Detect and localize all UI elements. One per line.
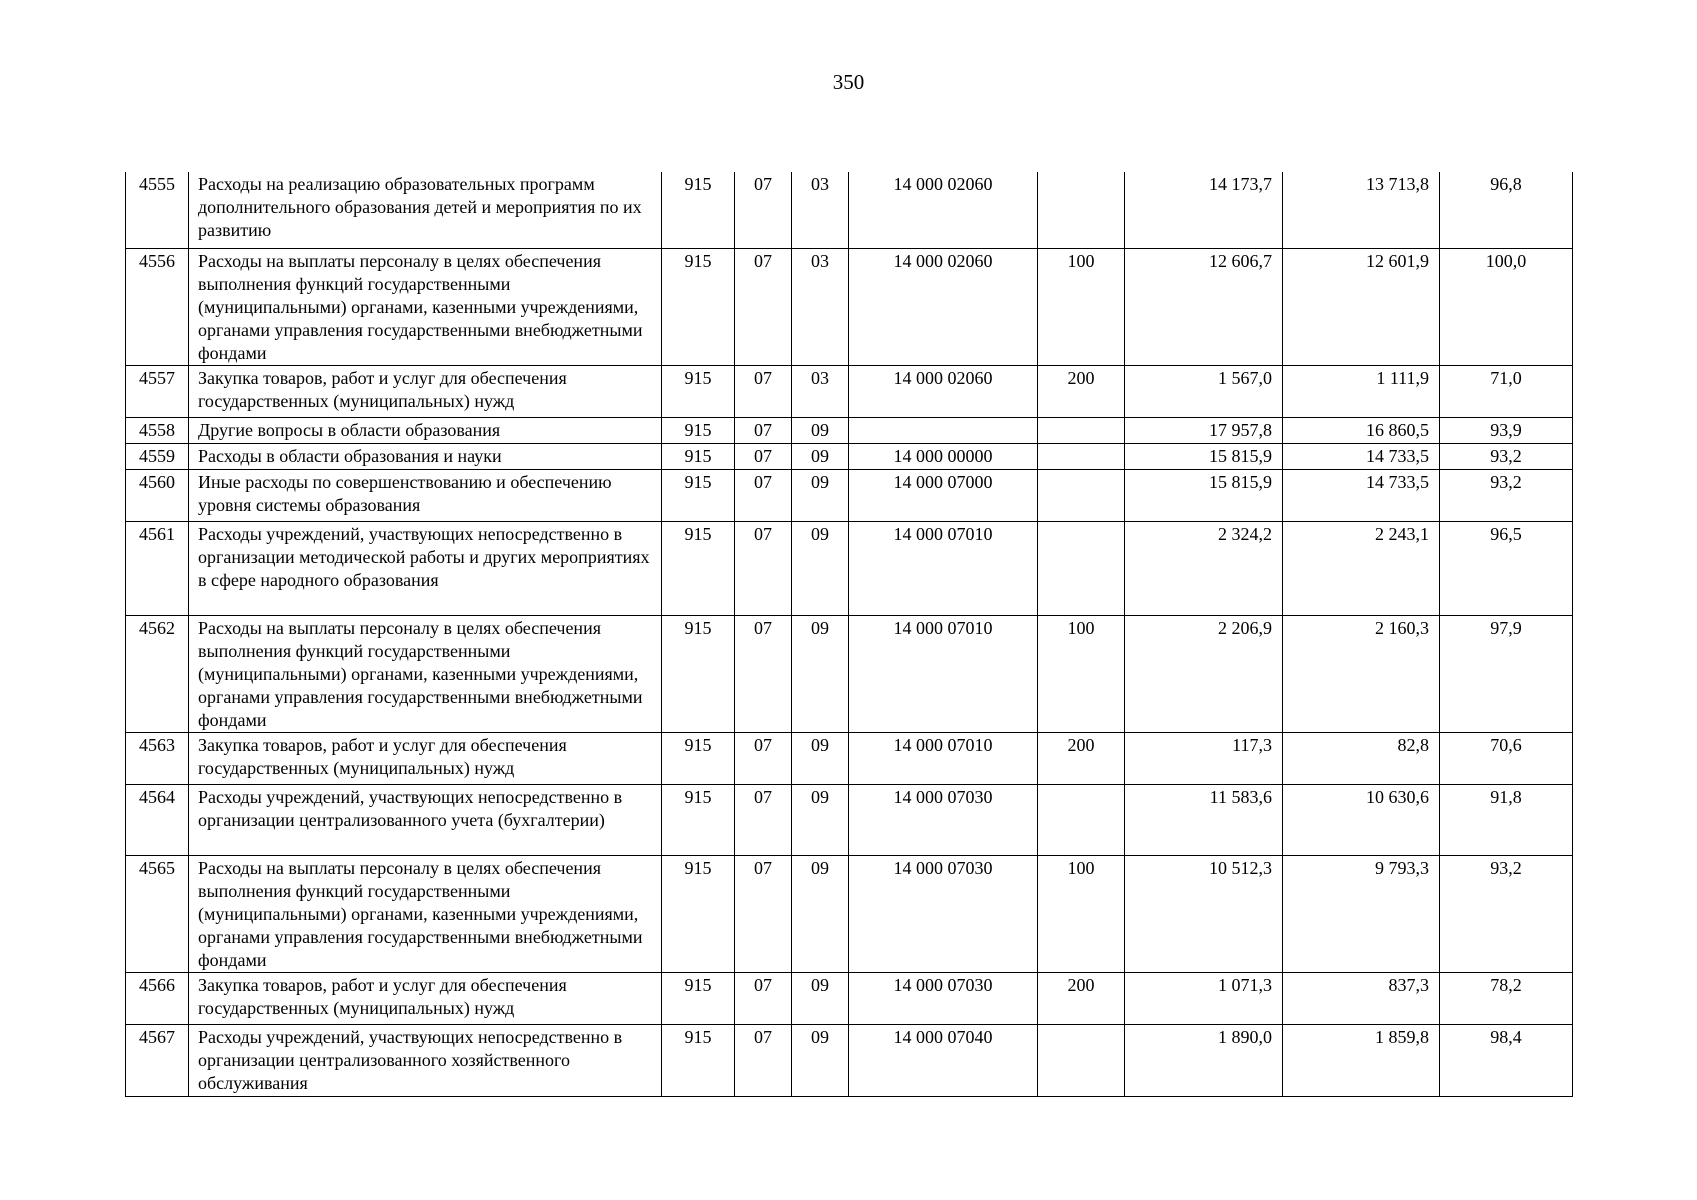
row-number: 4556 (126, 248, 189, 365)
expense-kind-code (1038, 469, 1125, 521)
section-code: 07 (735, 972, 792, 1024)
expense-name: Расходы на выплаты персоналу в целях обеспечения выполнения функций государственными (муниципальными) органами, казенными учреждениями, органами управления государственными внебюджетными фондами (189, 615, 662, 732)
planned-amount: 17 957,8 (1125, 417, 1283, 443)
row-number: 4558 (126, 417, 189, 443)
section-code: 07 (735, 732, 792, 784)
expense-kind-code: 100 (1038, 855, 1125, 972)
executed-amount: 14 733,5 (1283, 469, 1440, 521)
admin-code: 915 (662, 855, 735, 972)
admin-code: 915 (662, 417, 735, 443)
admin-code: 915 (662, 732, 735, 784)
executed-amount: 10 630,6 (1283, 784, 1440, 855)
table-row (126, 521, 1573, 615)
planned-amount: 1 567,0 (1125, 365, 1283, 417)
subsection-code: 09 (792, 443, 849, 469)
expense-name: Расходы на выплаты персоналу в целях обеспечения выполнения функций государственными (муниципальными) органами, казенными учреждениями, органами управления государственными внебюджетными фондами (189, 248, 662, 365)
execution-percent: 96,8 (1440, 172, 1573, 248)
table-row (126, 972, 1573, 1024)
target-article-code: 14 000 00000 (849, 443, 1038, 469)
planned-amount: 1 071,3 (1125, 972, 1283, 1024)
target-article-code: 14 000 07030 (849, 855, 1038, 972)
section-code: 07 (735, 615, 792, 732)
executed-amount: 2 160,3 (1283, 615, 1440, 732)
subsection-code: 09 (792, 417, 849, 443)
expense-name: Расходы учреждений, участвующих непосредственно в организации методической работы и других мероприятиях в сфере народного образования (189, 521, 662, 615)
row-number: 4555 (126, 172, 189, 248)
expense-name: Закупка товаров, работ и услуг для обеспечения государственных (муниципальных) нужд (189, 365, 662, 417)
table-row (126, 248, 1573, 365)
expense-kind-code (1038, 521, 1125, 615)
target-article-code: 14 000 07040 (849, 1024, 1038, 1096)
expense-name: Расходы на реализацию образовательных программ дополнительного образования детей и мероприятия по их развитию (189, 172, 662, 248)
expense-kind-code: 200 (1038, 732, 1125, 784)
planned-amount: 15 815,9 (1125, 469, 1283, 521)
expense-kind-code: 100 (1038, 615, 1125, 732)
planned-amount: 12 606,7 (1125, 248, 1283, 365)
expense-kind-code: 100 (1038, 248, 1125, 365)
expense-kind-code (1038, 417, 1125, 443)
executed-amount: 82,8 (1283, 732, 1440, 784)
expense-kind-code (1038, 1024, 1125, 1096)
row-number: 4567 (126, 1024, 189, 1096)
section-code: 07 (735, 248, 792, 365)
execution-percent: 98,4 (1440, 1024, 1573, 1096)
execution-percent: 97,9 (1440, 615, 1573, 732)
budget-table (125, 172, 1573, 1097)
expense-kind-code (1038, 443, 1125, 469)
admin-code: 915 (662, 172, 735, 248)
admin-code: 915 (662, 469, 735, 521)
table-row (126, 469, 1573, 521)
table-row (126, 172, 1573, 248)
row-number: 4562 (126, 615, 189, 732)
executed-amount: 12 601,9 (1283, 248, 1440, 365)
expense-name: Расходы на выплаты персоналу в целях обеспечения выполнения функций государственными (муниципальными) органами, казенными учреждениями, органами управления государственными внебюджетными фондами (189, 855, 662, 972)
expense-name: Закупка товаров, работ и услуг для обеспечения государственных (муниципальных) нужд (189, 732, 662, 784)
subsection-code: 09 (792, 615, 849, 732)
execution-percent: 71,0 (1440, 365, 1573, 417)
subsection-code: 09 (792, 521, 849, 615)
expense-kind-code: 200 (1038, 365, 1125, 417)
section-code: 07 (735, 855, 792, 972)
row-number: 4560 (126, 469, 189, 521)
executed-amount: 13 713,8 (1283, 172, 1440, 248)
target-article-code: 14 000 07000 (849, 469, 1038, 521)
execution-percent: 93,2 (1440, 443, 1573, 469)
table-row (126, 855, 1573, 972)
planned-amount: 10 512,3 (1125, 855, 1283, 972)
planned-amount: 1 890,0 (1125, 1024, 1283, 1096)
planned-amount: 2 206,9 (1125, 615, 1283, 732)
planned-amount: 11 583,6 (1125, 784, 1283, 855)
table-row (126, 365, 1573, 417)
executed-amount: 14 733,5 (1283, 443, 1440, 469)
target-article-code: 14 000 07030 (849, 784, 1038, 855)
section-code: 07 (735, 417, 792, 443)
execution-percent: 93,2 (1440, 855, 1573, 972)
row-number: 4557 (126, 365, 189, 417)
target-article-code: 14 000 07010 (849, 615, 1038, 732)
execution-percent: 100,0 (1440, 248, 1573, 365)
table-row (126, 443, 1573, 469)
subsection-code: 09 (792, 1024, 849, 1096)
admin-code: 915 (662, 615, 735, 732)
expense-kind-code (1038, 172, 1125, 248)
section-code: 07 (735, 365, 792, 417)
admin-code: 915 (662, 1024, 735, 1096)
subsection-code: 09 (792, 469, 849, 521)
section-code: 07 (735, 784, 792, 855)
table-row (126, 417, 1573, 443)
planned-amount: 15 815,9 (1125, 443, 1283, 469)
table-row (126, 784, 1573, 855)
planned-amount: 14 173,7 (1125, 172, 1283, 248)
subsection-code: 09 (792, 855, 849, 972)
table-body (126, 172, 1573, 1096)
target-article-code (849, 417, 1038, 443)
expense-name: Иные расходы по совершенствованию и обеспечению уровня системы образования (189, 469, 662, 521)
expense-name: Расходы учреждений, участвующих непосредственно в организации централизованного хозяйственного обслуживания (189, 1024, 662, 1096)
target-article-code: 14 000 02060 (849, 172, 1038, 248)
target-article-code: 14 000 07030 (849, 972, 1038, 1024)
page-number: 350 (832, 70, 865, 94)
planned-amount: 117,3 (1125, 732, 1283, 784)
execution-percent: 70,6 (1440, 732, 1573, 784)
executed-amount: 2 243,1 (1283, 521, 1440, 615)
row-number: 4563 (126, 732, 189, 784)
expense-kind-code (1038, 784, 1125, 855)
admin-code: 915 (662, 248, 735, 365)
admin-code: 915 (662, 443, 735, 469)
executed-amount: 1 859,8 (1283, 1024, 1440, 1096)
execution-percent: 78,2 (1440, 972, 1573, 1024)
executed-amount: 1 111,9 (1283, 365, 1440, 417)
expense-name: Другие вопросы в области образования (189, 417, 662, 443)
subsection-code: 09 (792, 732, 849, 784)
row-number: 4566 (126, 972, 189, 1024)
subsection-code: 03 (792, 172, 849, 248)
expense-kind-code: 200 (1038, 972, 1125, 1024)
admin-code: 915 (662, 972, 735, 1024)
table-row (126, 732, 1573, 784)
section-code: 07 (735, 469, 792, 521)
execution-percent: 96,5 (1440, 521, 1573, 615)
section-code: 07 (735, 443, 792, 469)
target-article-code: 14 000 07010 (849, 732, 1038, 784)
target-article-code: 14 000 02060 (849, 248, 1038, 365)
table-row (126, 1024, 1573, 1096)
table-row (126, 615, 1573, 732)
row-number: 4565 (126, 855, 189, 972)
planned-amount: 2 324,2 (1125, 521, 1283, 615)
subsection-code: 09 (792, 784, 849, 855)
expense-name: Расходы в области образования и науки (189, 443, 662, 469)
admin-code: 915 (662, 365, 735, 417)
expense-name: Закупка товаров, работ и услуг для обеспечения государственных (муниципальных) нужд (189, 972, 662, 1024)
execution-percent: 93,2 (1440, 469, 1573, 521)
subsection-code: 03 (792, 365, 849, 417)
admin-code: 915 (662, 521, 735, 615)
section-code: 07 (735, 521, 792, 615)
target-article-code: 14 000 02060 (849, 365, 1038, 417)
row-number: 4564 (126, 784, 189, 855)
admin-code: 915 (662, 784, 735, 855)
subsection-code: 03 (792, 248, 849, 365)
executed-amount: 16 860,5 (1283, 417, 1440, 443)
row-number: 4559 (126, 443, 189, 469)
expense-name: Расходы учреждений, участвующих непосредственно в организации централизованного учета (бухгалтерии) (189, 784, 662, 855)
subsection-code: 09 (792, 972, 849, 1024)
executed-amount: 837,3 (1283, 972, 1440, 1024)
execution-percent: 93,9 (1440, 417, 1573, 443)
section-code: 07 (735, 1024, 792, 1096)
execution-percent: 91,8 (1440, 784, 1573, 855)
section-code: 07 (735, 172, 792, 248)
executed-amount: 9 793,3 (1283, 855, 1440, 972)
row-number: 4561 (126, 521, 189, 615)
target-article-code: 14 000 07010 (849, 521, 1038, 615)
